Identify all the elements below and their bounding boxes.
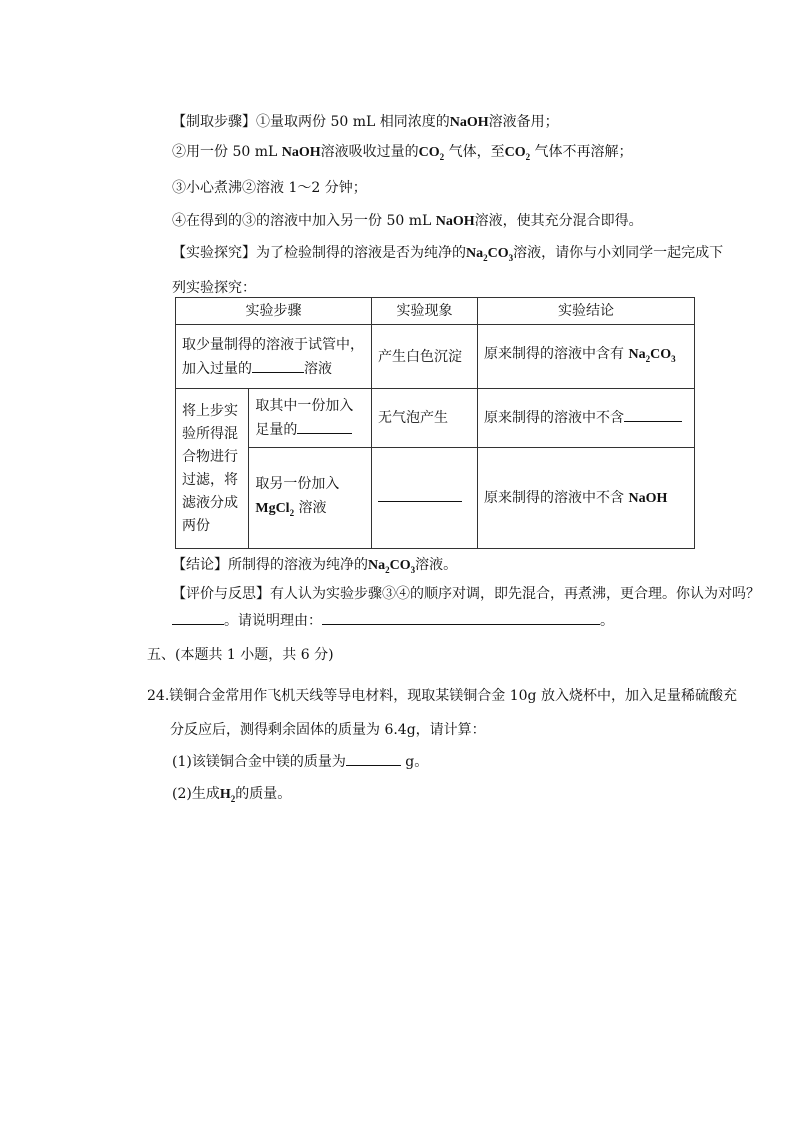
step-1-line <box>172 113 559 132</box>
explore-label: 【实验探究】 <box>172 245 256 261</box>
header-conclusion: 实验结论 <box>478 298 695 325</box>
row1-conclusion: 原来制得的溶液中含有 $Na_2CO_3$ <box>478 325 695 389</box>
table-row <box>176 448 695 549</box>
answer-blank[interactable] <box>252 360 304 373</box>
header-phenomenon: 实验现象 <box>372 298 478 325</box>
step-1-text: ①量取两份 50 mL 相同浓度的 <box>256 114 450 130</box>
explore-line <box>172 244 723 267</box>
row3-conclusion: 原来制得的溶液中不含 NaOH <box>478 448 695 549</box>
na2co3-formula: $Na_2CO_3$ <box>628 347 676 364</box>
step-4-text: ④在得到的③的溶液中加入另一份 50 mL <box>172 213 432 229</box>
question-24-line-2: 分反应后，测得剩余固体的质量为 6.4g，请计算： <box>170 722 486 738</box>
naoh-formula: NaOH <box>281 145 321 160</box>
question-24-part-1: (1)该镁铜合金中镁的质量为 g。 <box>172 754 429 770</box>
step-2-text-d: 气体不再溶解； <box>534 144 633 160</box>
row3-step: 取另一份加入 MgCl$_2$ 溶液 <box>249 448 372 549</box>
explore-text: 为了检验制得的溶液是否为纯净的 <box>256 245 466 261</box>
table-row <box>176 325 695 389</box>
h2-formula: $H_2$ <box>219 787 236 804</box>
header-step: 实验步骤 <box>176 298 372 325</box>
na2co3-formula: $Na_2CO_3$ <box>466 246 514 263</box>
row2-phenomenon: 无气泡产生 <box>372 389 478 448</box>
question-24-part-2: (2)生成$H_2$的质量。 <box>172 786 292 804</box>
reflection-line: 【评价与反思】有人认为实验步骤③④的顺序对调，即先混合，再煮沸，更合理。你认为对吗？ <box>172 586 760 602</box>
step-2-text-c: 气体，至 <box>448 144 505 160</box>
answer-blank[interactable] <box>378 489 462 502</box>
conclusion-line: 【结论】所制得的溶液为纯净的$Na_2CO_3$溶液。 <box>172 557 458 575</box>
answer-blank[interactable] <box>297 421 352 434</box>
step-2-line <box>172 143 633 166</box>
na2co3-formula: $Na_2CO_3$ <box>368 558 416 575</box>
row3-phenomenon <box>372 448 478 549</box>
co2-formula: $CO_2$ <box>504 145 531 162</box>
row2-step: 取其中一份加入 足量的 <box>249 389 372 448</box>
step-2-text: ②用一份 50 mL <box>172 144 278 160</box>
mgcl2-formula: MgCl$_2$ <box>255 500 295 518</box>
co2-formula: $CO_2$ <box>418 145 445 162</box>
step-2-text-b: 溶液吸收过量的 <box>320 144 419 160</box>
explore-line-2: 列实验探究： <box>172 280 256 296</box>
naoh-formula: NaOH <box>628 490 668 506</box>
question-24-line-1: 24.镁铜合金常用作飞机天线等导电材料，现取某镁铜合金 10g 放入烧杯中，加入足量稀硫酸充 <box>147 688 737 704</box>
reason-blank[interactable] <box>322 612 600 625</box>
reflection-answer-line: 。请说明理由： 。 <box>172 612 614 630</box>
step-4-text-b: 溶液，使其充分混合即得。 <box>474 213 643 229</box>
answer-blank[interactable] <box>172 612 224 625</box>
row1-step: 取少量制得的溶液于试管中， 加入过量的 溶液 <box>176 325 372 389</box>
answer-blank[interactable] <box>624 409 682 422</box>
explore-text-b: 溶液，请你与小刘同学一起完成下 <box>513 245 724 261</box>
answer-blank[interactable] <box>346 753 401 766</box>
step-3-line: ③小心煮沸②溶液 1～2 分钟； <box>172 180 367 196</box>
section-5-heading: 五、(本题共 1 小题，共 6 分) <box>147 647 334 663</box>
row2-conclusion: 原来制得的溶液中不含 <box>478 389 695 448</box>
merged-step-cell: 将上步实 验所得混 合物进行 过滤，将 滤液分成 两份 <box>176 389 249 549</box>
steps-label: 【制取步骤】 <box>172 114 256 130</box>
table-row <box>176 389 695 448</box>
naoh-formula: NaOH <box>449 115 489 130</box>
step-1-end: 溶液备用； <box>488 114 559 130</box>
row1-phenomenon: 产生白色沉淀 <box>372 325 478 389</box>
step-4-line <box>172 212 643 231</box>
experiment-table <box>175 297 695 549</box>
naoh-formula: NaOH <box>435 214 475 229</box>
table-header-row <box>176 298 695 325</box>
